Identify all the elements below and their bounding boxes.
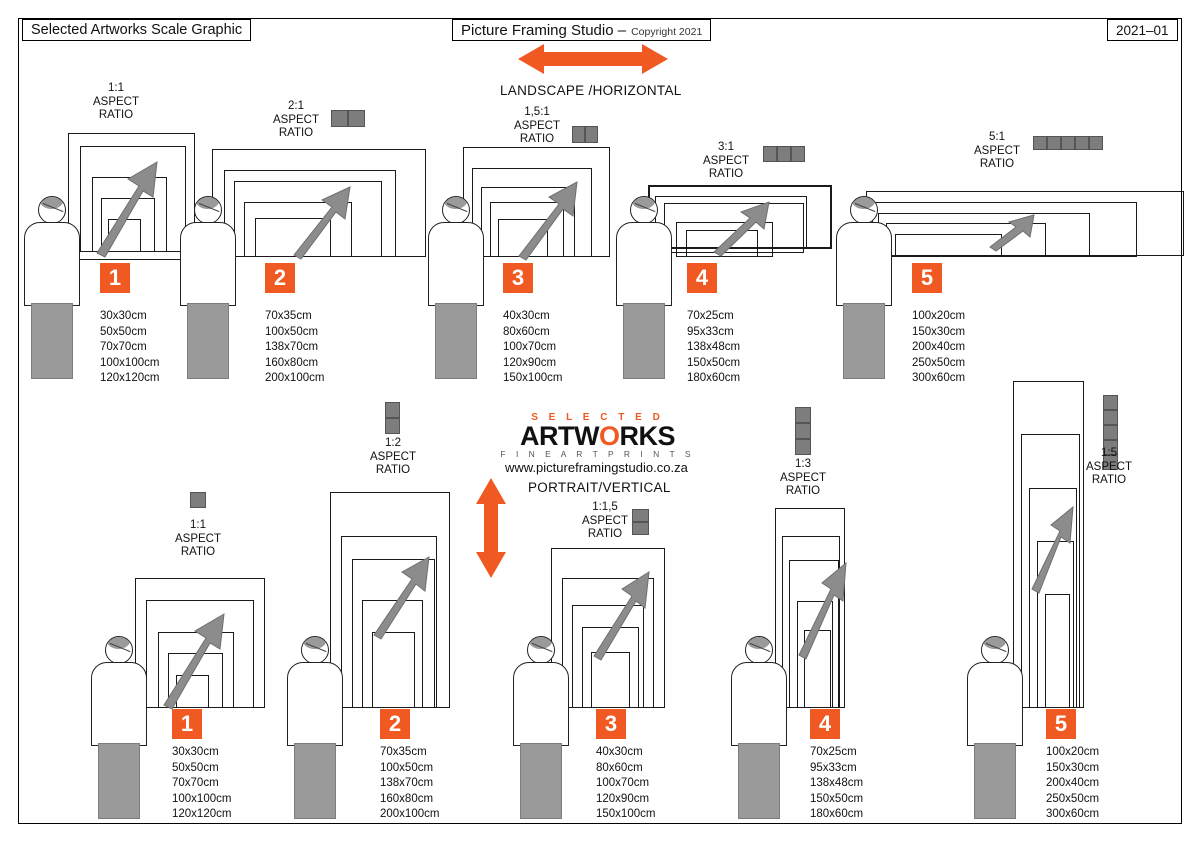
aspect-ratio-label-l2: 2:1 ASPECT RATIO <box>272 100 319 139</box>
frame-l5-a <box>895 234 1002 257</box>
ratio-value-p1: 1:1 <box>190 519 206 531</box>
ratio-swatch-l2 <box>331 110 365 127</box>
aspect-ratio-label-p5: 1:5 ASPECT RATIO <box>1085 447 1132 486</box>
growth-arrow-icon-p1 <box>162 612 232 707</box>
logo-line-selected: S E L E C T E D <box>531 412 664 423</box>
landscape-double-arrow-icon <box>518 42 668 76</box>
brand-logo <box>495 412 700 459</box>
person-head-p5 <box>981 636 1009 664</box>
person-head-l4 <box>630 196 658 224</box>
group-number-l2: 2 <box>265 263 295 293</box>
ratio-value-p4: 1:3 <box>795 458 811 470</box>
growth-arrow-icon-p2 <box>372 555 430 637</box>
ratio-value-l5: 5:1 <box>989 131 1005 143</box>
person-legs-l4 <box>623 303 665 379</box>
ratio-value-p3: 1:1,5 <box>592 501 618 513</box>
portrait-section-label: PORTRAIT/VERTICAL <box>528 480 671 495</box>
person-torso-p1 <box>91 662 147 746</box>
person-head-l2 <box>194 196 222 224</box>
group-number-l1: 1 <box>100 263 130 293</box>
title-box-center <box>452 19 711 41</box>
person-legs-p3 <box>520 743 562 819</box>
person-torso-l4 <box>616 222 672 306</box>
group-number-p2: 2 <box>380 709 410 739</box>
person-torso-l5 <box>836 222 892 306</box>
ratio-value-l2: 2:1 <box>288 100 304 112</box>
person-torso-p4 <box>731 662 787 746</box>
logo-line-artworks: ARTWORKS <box>519 421 675 451</box>
size-list-p3: 40x30cm 80x60cm 100x70cm 120x90cm 150x100cm <box>596 746 656 820</box>
ratio-swatch-p2 <box>385 402 400 434</box>
person-legs-l5 <box>843 303 885 379</box>
group-number-l3: 3 <box>503 263 533 293</box>
person-head-l3 <box>442 196 470 224</box>
size-list-p1: 30x30cm 50x50cm 70x70cm 100x100cm 120x120cm <box>172 746 232 820</box>
ratio-swatch-p1 <box>190 492 206 508</box>
size-list-l1: 30x30cm 50x50cm 70x70cm 100x100cm 120x120cm <box>100 310 160 384</box>
frame-p3-a <box>591 652 630 708</box>
ratio-swatch-l4 <box>763 146 805 162</box>
group-number-p5: 5 <box>1046 709 1076 739</box>
title-left-text: Selected Artworks Scale Graphic <box>31 22 243 38</box>
growth-arrow-icon-p5 <box>1030 505 1074 591</box>
ratio-swatch-l5 <box>1033 136 1103 150</box>
growth-arrow-icon-l4 <box>712 200 772 254</box>
portrait-double-arrow-icon <box>474 478 508 578</box>
size-list-p2: 70x35cm 100x50cm 138x70cm 160x80cm 200x100cm <box>380 746 440 820</box>
person-torso-p5 <box>967 662 1023 746</box>
person-head-p1 <box>105 636 133 664</box>
aspect-ratio-label-l5: 5:1 ASPECT RATIO <box>973 131 1020 170</box>
website-url[interactable]: www.pictureframingstudio.co.za <box>505 460 688 475</box>
growth-arrow-icon-l3 <box>517 180 581 258</box>
person-legs-l2 <box>187 303 229 379</box>
growth-arrow-icon-l5 <box>988 213 1036 249</box>
ratio-value-l1: 1:1 <box>108 82 124 94</box>
aspect-ratio-label-p3: 1:1,5 ASPECT RATIO <box>581 501 628 540</box>
revision-text: 2021–01 <box>1116 22 1169 38</box>
aspect-ratio-label-l3: 1,5:1 ASPECT RATIO <box>513 106 560 145</box>
title-box-right <box>1107 19 1178 41</box>
person-head-p3 <box>527 636 555 664</box>
growth-arrow-icon-p3 <box>592 570 650 658</box>
size-list-p4: 70x25cm 95x33cm 138x48cm 150x50cm 180x60cm <box>810 746 864 820</box>
person-legs-l1 <box>31 303 73 379</box>
person-torso-p3 <box>513 662 569 746</box>
person-head-l1 <box>38 196 66 224</box>
person-torso-l1 <box>24 222 80 306</box>
person-torso-p2 <box>287 662 343 746</box>
size-list-l2: 70x35cm 100x50cm 138x70cm 160x80cm 200x100cm <box>265 310 325 384</box>
person-legs-p2 <box>294 743 336 819</box>
person-head-l5 <box>850 196 878 224</box>
size-list-l4: 70x25cm 95x33cm 138x48cm 150x50cm 180x60cm <box>687 310 741 384</box>
size-list-l3: 40x30cm 80x60cm 100x70cm 120x90cm 150x100cm <box>503 310 563 384</box>
person-head-p2 <box>301 636 329 664</box>
person-legs-p4 <box>738 743 780 819</box>
landscape-section-label: LANDSCAPE /HORIZONTAL <box>500 83 682 98</box>
person-legs-p1 <box>98 743 140 819</box>
person-torso-l3 <box>428 222 484 306</box>
group-number-p3: 3 <box>596 709 626 739</box>
ratio-value-p2: 1:2 <box>385 437 401 449</box>
aspect-ratio-label-p1: 1:1 ASPECT RATIO <box>174 519 221 558</box>
growth-arrow-icon-l1 <box>95 160 165 255</box>
group-number-l5: 5 <box>912 263 942 293</box>
frame-p2-a <box>372 632 415 708</box>
growth-arrow-icon-p4 <box>797 561 847 657</box>
ratio-value-p5: 1:5 <box>1101 447 1117 459</box>
person-head-p4 <box>745 636 773 664</box>
logo-line-tagline: F I N E A R T P R I N T S <box>500 449 695 459</box>
group-number-p1: 1 <box>172 709 202 739</box>
size-list-l5: 100x20cm 150x30cm 200x40cm 250x50cm 300x60cm <box>912 310 966 384</box>
ratio-swatch-l3 <box>572 126 598 143</box>
ratio-swatch-p4 <box>795 407 811 455</box>
person-legs-p5 <box>974 743 1016 819</box>
person-legs-l3 <box>435 303 477 379</box>
group-number-l4: 4 <box>687 263 717 293</box>
title-box-left <box>22 19 251 41</box>
size-list-p5: 100x20cm 150x30cm 200x40cm 250x50cm 300x60cm <box>1046 746 1100 820</box>
frame-p5-a <box>1045 594 1070 708</box>
growth-arrow-icon-l2 <box>292 185 352 257</box>
aspect-ratio-label-p2: 1:2 ASPECT RATIO <box>369 437 416 476</box>
aspect-ratio-label-l4: 3:1 ASPECT RATIO <box>702 141 749 180</box>
copyright-text: Copyright 2021 <box>631 25 703 38</box>
aspect-ratio-label-p4: 1:3 ASPECT RATIO <box>779 458 826 497</box>
group-number-p4: 4 <box>810 709 840 739</box>
ratio-value-l4: 3:1 <box>718 141 734 153</box>
studio-name: Picture Framing Studio – <box>461 21 627 39</box>
ratio-value-l3: 1,5:1 <box>524 106 550 118</box>
person-torso-l2 <box>180 222 236 306</box>
aspect-ratio-label-l1: 1:1 ASPECT RATIO <box>92 82 139 121</box>
